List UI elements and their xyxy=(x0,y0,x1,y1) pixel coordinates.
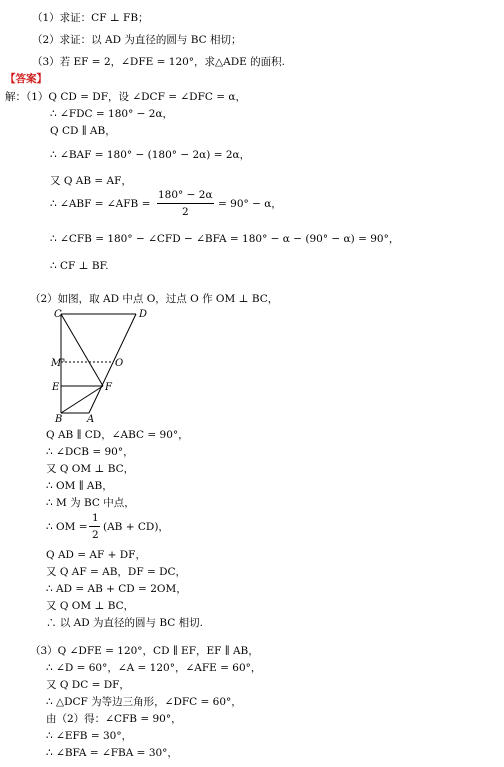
label-m: M xyxy=(51,358,62,369)
label-b: B xyxy=(55,414,63,424)
question-3: （3）若 EF = 2，∠DFE = 120°，求△ADE 的面积. xyxy=(32,56,285,68)
solution-3-line-5: ∴ ∠EFB = 30°， xyxy=(46,730,133,742)
label-a: A xyxy=(87,414,95,424)
label-d: D xyxy=(139,309,148,320)
solution-2-line-5: ∴ M 为 BC 中点， xyxy=(46,497,135,509)
solution-2-line-8: 又 Q AF = AB，DF = DC， xyxy=(46,566,187,578)
label-f: F xyxy=(105,382,112,393)
solution-2-line-1: Q AB ∥ CD，∠ABC = 90°， xyxy=(46,429,189,441)
solution-3-line-2: 又 Q DC = DF， xyxy=(46,679,130,691)
solution-1-line-3: Q CD ∥ AB， xyxy=(50,125,116,137)
segment-cf xyxy=(61,314,103,386)
geometry-figure xyxy=(40,306,180,424)
half-bar xyxy=(89,526,100,527)
half-denominator: 2 xyxy=(92,529,99,541)
solution-2-intro: （2）如图，取 AD 中点 O，过点 O 作 OM ⊥ BC， xyxy=(30,293,279,305)
solution-2-line-2: ∴ ∠DCB = 90°， xyxy=(46,446,134,458)
segment-bf xyxy=(61,386,103,413)
solution-2-line-4: ∴ OM ∥ AB， xyxy=(46,480,113,492)
fraction-bar xyxy=(157,203,214,204)
solution-3-line-1: ∴ ∠D = 60°，∠A = 120°，∠AFE = 60°， xyxy=(46,662,262,674)
fraction-numerator: 180° − 2α xyxy=(158,189,213,201)
solution-3-intro: （3）Q ∠DFE = 120°，CD ∥ EF，EF ∥ AB， xyxy=(30,645,259,657)
solution-2-line-3: 又 Q OM ⊥ BC， xyxy=(46,463,135,475)
solution-3-line-3: ∴ △DCF 为等边三角形，∠DFC = 60°， xyxy=(46,696,242,708)
solution-2-line-7: Q AD = AF + DF， xyxy=(46,549,146,561)
solution-1-line-6-left: ∴ ∠ABF = ∠AFB = xyxy=(50,198,151,210)
solution-3-line-4: 由（2）得：∠CFB = 90°， xyxy=(46,713,182,725)
solution-3-line-6: ∴ ∠BFA = ∠FBA = 30°， xyxy=(46,747,178,759)
solution-1-line-8: ∴ CF ⊥ BF. xyxy=(50,260,109,272)
solution-2-line-9: ∴ AD = AB + CD = 2OM， xyxy=(46,583,187,595)
fraction-denominator: 2 xyxy=(182,206,189,218)
solution-2-line-6-right: (AB + CD)， xyxy=(103,521,169,533)
solution-1-line-4: ∴ ∠BAF = 180° − (180° − 2α) = 2α， xyxy=(50,149,251,161)
solution-1-line-1: 解：（1）Q CD = DF，设 ∠DCF = ∠DFC = α， xyxy=(5,91,246,103)
half-numerator: 1 xyxy=(92,512,99,524)
solution-1-line-6-right: = 90° − α， xyxy=(218,198,282,210)
label-e: E xyxy=(52,382,60,393)
label-c: C xyxy=(54,309,62,320)
solution-1-line-7: ∴ ∠CFB = 180° − ∠CFD − ∠BFA = 180° − α − (90° − α) = 90°， xyxy=(50,233,400,245)
label-o: O xyxy=(115,358,124,369)
question-1: （1）求证：CF ⊥ FB； xyxy=(32,12,149,24)
solution-1-line-5: 又 Q AB = AF， xyxy=(50,175,132,187)
solution-2-line-6-left: ∴ OM = xyxy=(46,521,88,533)
solution-1-line-2: ∴ ∠FDC = 180° − 2α， xyxy=(50,108,174,120)
solution-2-line-11: ∴ 以 AD 为直径的圆与 BC 相切. xyxy=(46,617,203,629)
segment-da xyxy=(89,314,136,413)
solution-2-line-10: 又 Q OM ⊥ BC， xyxy=(46,600,135,612)
question-2: （2）求证：以 AD 为直径的圆与 BC 相切； xyxy=(32,34,242,46)
answer-tag: 【答案】 xyxy=(5,73,47,85)
